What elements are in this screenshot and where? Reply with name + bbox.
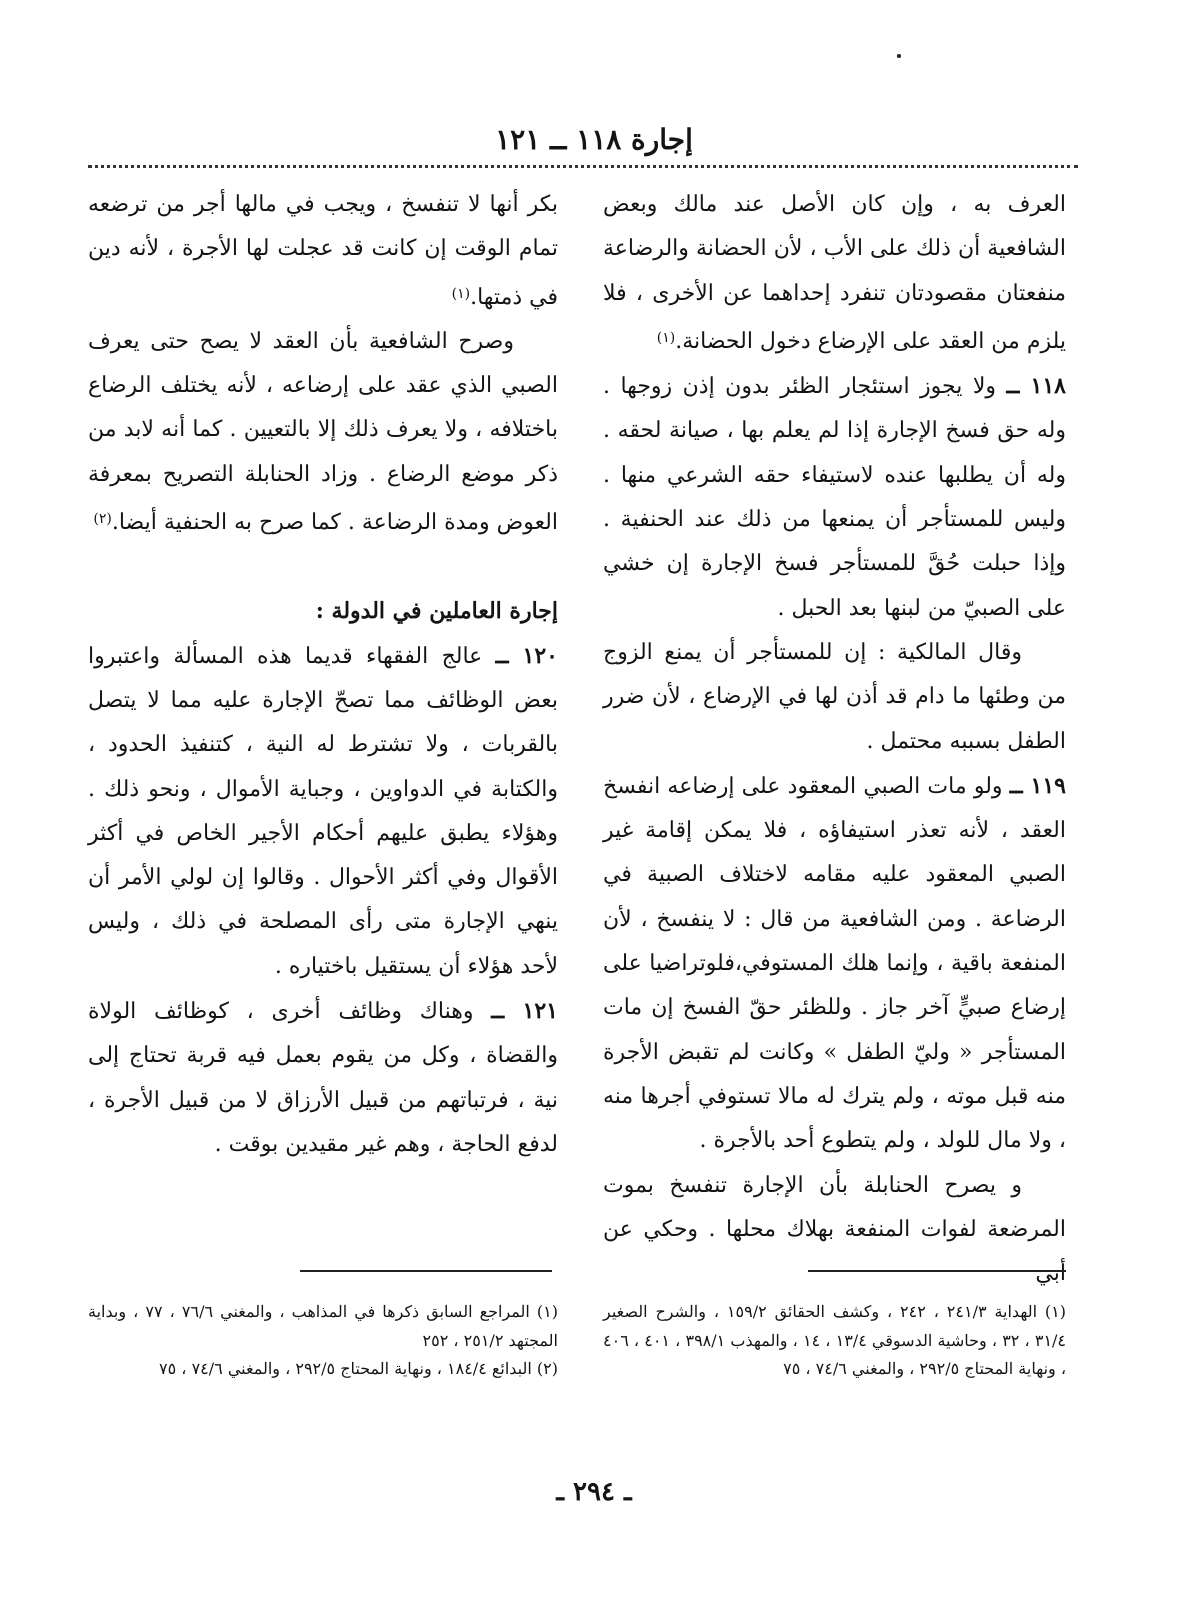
ink-speck: [897, 54, 901, 58]
page-number: ـ ٢٩٤ ـ: [556, 1477, 632, 1507]
footnotes-left: [88, 1298, 558, 1384]
left-column: [88, 183, 558, 1167]
paragraph-text: وقال المالكية : إن للمستأجر أن يمنع الزوج من وطئها ما دام قد أذن لها في الإرضاع ، لأن ضرر الطفل بسببه محتمل .: [603, 639, 1066, 754]
footnote-rule-right: [808, 1270, 1066, 1272]
right-column: [603, 183, 1066, 1296]
numbered-paragraph-119: [603, 764, 1066, 1164]
paragraph-text: عالج الفقهاء قديما هذه المسألة واعتبروا بعض الوظائف مما تصحّ الإجارة عليه مما لا يتصل بالقربات ، ولا تشترط له النية ، كتنفيذ الحدود ، والكتابة في الدواوين ، وجباية الأموال ، ونحو ذلك . وهؤلاء يطبق عليهم أحكام الأجير الخاص في أكثر الأقوال وفي أكثر الأحوال . وقالوا إن لولي الأمر أن ينهي الإجارة متى رأى المصلحة في ذلك ، وليس لأحد هؤلاء أن يستقيل باختياره .: [88, 643, 558, 979]
paragraph-text: وصرح الشافعية بأن العقد لا يصح حتى يعرف الصبي الذي عقد على إرضاعه ، لأنه يختلف الرضاع باختلافه ، ولا يعرف ذلك إلا بالتعيين . كما أنه لابد من ذكر موضع الرضاع . وزاد الحنابلة التصريح بمعرفة العوض ومدة الرضاعة . كما صرح به الحنفية أيضا.: [88, 328, 558, 536]
numbered-paragraph-118: [603, 364, 1066, 631]
footnotes-right: [603, 1298, 1066, 1384]
section-heading: إجارة العاملين في الدولة :: [315, 598, 558, 625]
paragraph: [603, 1164, 1066, 1297]
footnote-rule-left: [300, 1270, 552, 1272]
paragraph: [88, 320, 558, 545]
numbered-paragraph-121: [88, 989, 558, 1167]
paragraph-number: ١١٨ ــ: [1006, 373, 1066, 400]
footnote-ref: (١): [656, 329, 676, 346]
paragraph-text: العرف به ، وإن كان الأصل عند مالك وبعض الشافعية أن ذلك على الأب ، لأن الحضانة والرضاعة منفعتان مقصودتان تنفرد إحداهما عن الأخرى ، فلا يلزم من العقد على الإرضاع دخول الحضانة.: [603, 192, 1066, 354]
paragraph-text: و يصرح الحنابلة بأن الإجارة تنفسخ بموت المرضعة لفوات المنفعة بهلاك محلها . وحكي عن أبي: [603, 1172, 1066, 1287]
running-title: إجارة ١١٨ ــ ١٢١: [495, 123, 693, 156]
paragraph-number: ١٢٠ ــ: [495, 642, 558, 669]
paragraph-number: ١١٩ ــ: [1009, 772, 1066, 799]
footnote: (١) المراجع السابق ذكرها في المذاهب ، والمغني ٧٦/٦ ، ٧٧ ، وبداية المجتهد ٢٥١/٢ ، ٢٥٢: [88, 1302, 559, 1350]
paragraph-text: ولو مات الصبي المعقود على إرضاعه انفسخ العقد ، لأنه تعذر استيفاؤه ، فلا يمكن إقامة غير الصبي المعقود عليه مقامه لاختلاف الصبية في الرضاعة . ومن الشافعية من قال : لا ينفسخ ، لأن المنفعة باقية ، وإنما هلك المستوفي،فلوتراضيا على إرضاع صبيٍّ آخر جاز . وللظئر حقّ الفسخ إن مات المستأجر « وليّ الطفل » وكانت لم تقبض الأجرة منه قبل موته ، ولم يترك له مالا تستوفي أجرها منه ، ولا مال للولد ، ولم يتطوع أحد بالأجرة .: [603, 773, 1066, 1154]
paragraph: [603, 183, 1066, 364]
paragraph-text: وهناك وظائف أخرى ، كوظائف الولاة والقضاة ، وكل من يقوم بعمل فيه قربة تحتاج إلى نية ، فرتباتهم من قبيل الأرزاق لا من قبيل الأجرة ، لدفع الحاجة ، وهم غير مقيدين بوقت .: [88, 999, 558, 1157]
paragraph-text: بكر أنها لا تنفسخ ، ويجب في مالها أجر من ترضعه تمام الوقت إن كانت قد عجلت لها الأجرة ، لأنه دين في ذمتها.: [88, 192, 558, 310]
footnote-ref: (٢): [93, 511, 112, 528]
paragraph: [88, 183, 558, 320]
paragraph: [603, 631, 1066, 764]
footnote: (٢) البدائع ١٨٤/٤ ، ونهاية المحتاج ٢٩٢/٥ ، والمغني ٧٤/٦ ، ٧٥: [159, 1359, 558, 1378]
footnote: (١) الهداية ٢٤١/٣ ، ٢٤٢ ، وكشف الحقائق ١٥٩/٢ ، والشرح الصغير ٣١/٤ ، ٣٢ ، وحاشية الدسوقي ١٣/٤ ، ١٤ ، والمهذب ٣٩٨/١ ، ٤٠١ ، ٤٠٦ ، ونهاية المحتاج ٢٩٢/٥ ، والمغني ٧٤/٦ ، ٧٥: [603, 1302, 1067, 1378]
paragraph-number: ١٢١ ــ: [491, 998, 558, 1025]
header-dotted-rule: [88, 165, 1078, 168]
numbered-paragraph-120: [88, 634, 558, 989]
footnote-ref: (١): [451, 285, 471, 302]
paragraph-text: ولا يجوز استئجار الظئر بدون إذن زوجها . وله حق فسخ الإجارة إذا لم يعلم بها ، صيانة لحقه . وله أن يطلبها عنده لاستيفاء حقه الشرعي منها . وليس للمستأجر أن يمنعها من ذلك عند الحنفية . وإذا حبلت حُقَّ للمستأجر فسخ الإجارة إن خشي على الصبيّ من لبنها بعد الحبل .: [603, 374, 1066, 621]
